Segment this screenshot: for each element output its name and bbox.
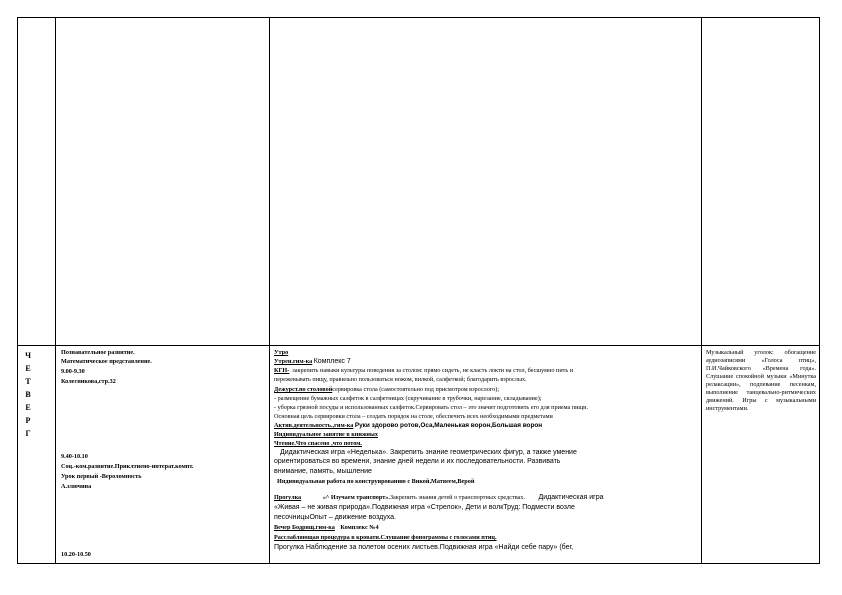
kgn-label: КГН- [274, 367, 290, 374]
education-line: Математическое представление. [61, 358, 152, 365]
duty-item: Основная цель сервировки стола – создать порядок на столе, обеспечить всех необходимыми предметами [274, 413, 553, 420]
morning-heading: Утро [274, 349, 289, 356]
education-time: 10.20-10.50 [61, 551, 91, 558]
day-letter: Е [25, 403, 31, 412]
day-letter: Р [25, 416, 31, 425]
gym-value: Комплекс 7 [313, 358, 351, 365]
row-divider [17, 345, 820, 346]
walk-text: песочницыОпыт – движение воздуха. [274, 514, 396, 521]
kgn-text: пережевывать пищу, правильно пользоваться ножом, вилкой, салфеткой; благодарить взрослых. [274, 376, 527, 383]
duty-text: сервировка стола (самостоятельно под присмотром взрослого); [332, 386, 500, 393]
walk-text: «Живая – не живая природа».Подвижная игра «Стрелок», Дети и волкТруд: Подмести возле [274, 504, 575, 511]
individual-label: Индивидуальное занятие в книжных [274, 431, 378, 438]
walk-evening-line: Прогулка Наблюдение за полетом осених листьев.Подвижная игра «Найди себе пару» (бег, [274, 544, 574, 551]
reading-line: Чтение.Что спасено ,что потом. [274, 440, 362, 447]
walk-label: Прогулка [274, 494, 302, 501]
column-divider [55, 17, 56, 564]
walk-text: Дидактическая игра [538, 494, 604, 501]
play-text: Руки здорово ротов,Оса,Маленькая ворон,Большая ворон [354, 422, 543, 429]
walk-text: Закрепить знания детей о транспортных средствах. [389, 494, 525, 501]
column-divider [269, 17, 270, 564]
duty-label: Дежурст.по столовой [274, 386, 333, 393]
game-text: Дидактическая игра «Неделька». Закрепить знание геометрических фигур, а также умение [280, 449, 577, 456]
gym-label: Утрен.гим-ка [274, 358, 313, 365]
day-letter: Т [25, 377, 31, 386]
game-text: ориентироваться во времени, знание дней недели и их последовательности. Развивать [274, 458, 561, 465]
evening-label: Вечер Бодрящ.гим-ка [274, 524, 335, 531]
duty-item: - уборка грязной посуды и использованных салфеток.Сервировать стол – это значит подготовить его для приема пищи. [274, 404, 589, 411]
education-line: Познавательное развитие. [61, 349, 135, 356]
duty-item: - размещение бумажных салфеток в салфетницах (скручивание в трубочки, нарезание, складывание); [274, 395, 542, 402]
education-time: 9.40-10.10 [61, 453, 88, 460]
relax-line: Расслабляющая процедура в кровати.Слушание фонограммы с голосами птиц. [274, 534, 497, 541]
day-letter: В [25, 390, 31, 399]
kgn-text: закрепить навыки культуры поведения за столом: прямо сидеть, не класть локти на стол, бесшумно пить и [292, 367, 574, 374]
play-label: Актив.деятельность.,гим-ка [274, 422, 354, 429]
day-letter: Е [25, 364, 31, 373]
walk-topic: «^ Изучаем транспорт». [322, 494, 390, 501]
day-letter: Ч [25, 351, 31, 360]
education-line: А.злючина [61, 483, 92, 490]
game-text: внимание, память, мышление [274, 468, 372, 475]
day-letter: Г [25, 429, 31, 438]
education-time: 9.00-9.30 [61, 368, 85, 375]
education-line: Урок первый -Вероломность [61, 473, 142, 480]
evening-value: Комплекс №4 [340, 524, 379, 531]
day-name-vertical [23, 349, 33, 440]
environment-text: Музыкальный уголок: обогащение аудиозаписями «Голоса птиц», П.И.Чайковского «Времена года». Слушание спокойной музыки «Минутка релаксации», подпевание песенкам, выполнение танцевально-ритмических движений. Игры с музыкальными инструментами. [706, 349, 816, 412]
individual-work: Индивидуальная работа по конструированию с Викой,Матвеем,Верой [277, 478, 475, 485]
education-reference: Колесникова,стр.32 [61, 378, 116, 385]
education-line: Соц.-ком.развитие.Приклтиено-интерат.компт. [61, 463, 194, 470]
column-divider [701, 17, 702, 564]
